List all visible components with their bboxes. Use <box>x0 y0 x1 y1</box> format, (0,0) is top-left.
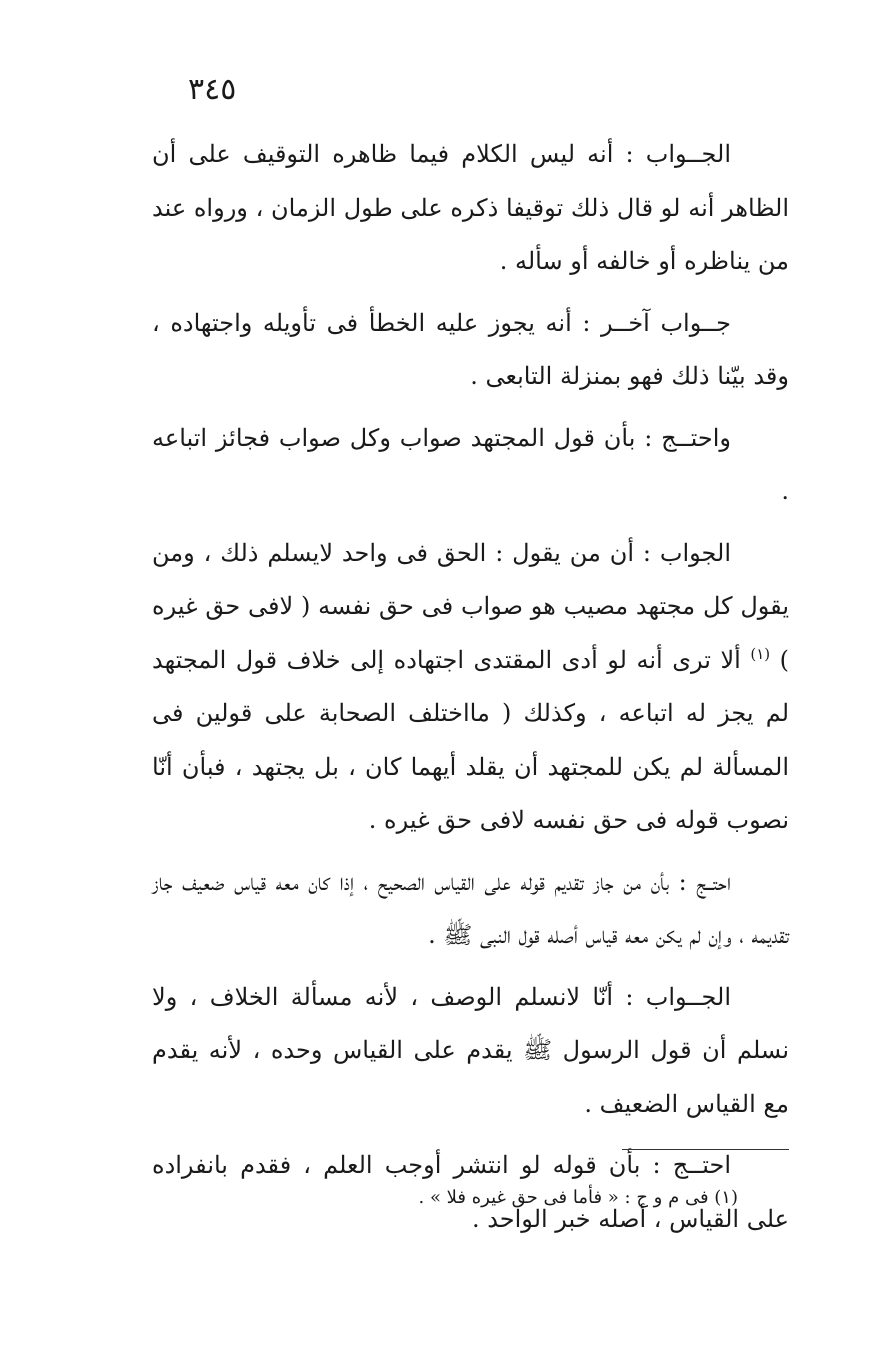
paragraph: الجــواب : أنه ليس الكلام فيما ظاهره التوقيف على أن الظاهر أنه لو قال ذلك توقيفا ذكره على طول الزمان ، ورواه عند من يناظره أو خالفه أو سأله . <box>152 140 789 275</box>
paragraph-text-continued: ألا ترى أنه لو أدى المقتدى اجتهاده إلى خلاف قول المجتهد لم يجز له اتباعه ، وكذلك ( مااختلف الصحابة على قولين فى المسألة لم يكن للمجتهد أن يقلد أيهما كان ، بل يجتهد ، فبأن أنّا نصوب قوله فى حق نفسه لافى حق غيره . <box>152 645 789 834</box>
paragraph: جــواب آخــر : أنه يجوز عليه الخطأ فى تأويله واجتهاده ، وقد بيّنا ذلك فهو بمنزلة التابعى . <box>152 308 789 390</box>
main-text <box>152 128 789 1254</box>
paragraph: احتــج : بأن قوله لو انتشر أوجب العلم ، فقدم بانفراده على القياس ، أصله خبر الواحد . <box>152 1151 789 1233</box>
paragraph <box>152 527 789 848</box>
page-number: ٣٤٥ <box>188 72 237 107</box>
paragraph: الجــواب : أنّا لانسلم الوصف ، لأنه مسألة الخلاف ، ولا نسلم أن قول الرسول ﷺ يقدم على القياس وحده ، لأنه يقدم مع القياس الضعيف . <box>152 982 789 1118</box>
paragraph-text: الجواب : أن من يقول : الحق فى واحد لايسلم ذلك ، ومن يقول كل مجتهد مصيب هو صواب فى حق نفسه ( لافى حق غيره ) <box>152 538 789 674</box>
footnote-divider <box>622 1149 789 1150</box>
paragraph: واحتــج : بأن قول المجتهد صواب وكل صواب فجائز اتباعه . <box>152 423 789 505</box>
footnote-reference: (١) <box>750 644 771 663</box>
paragraph: احتــج : بأن من جاز تقديم قوله على القياس الصحيح ، إذا كان معه قياس ضعيف جاز تقديمه ، وإن لم يكن معه قياس أصله قول النبى ﷺ . <box>152 867 789 949</box>
footnote: (١) فى م و ح : « فأما فى حق غيره فلا » . <box>418 1187 738 1208</box>
